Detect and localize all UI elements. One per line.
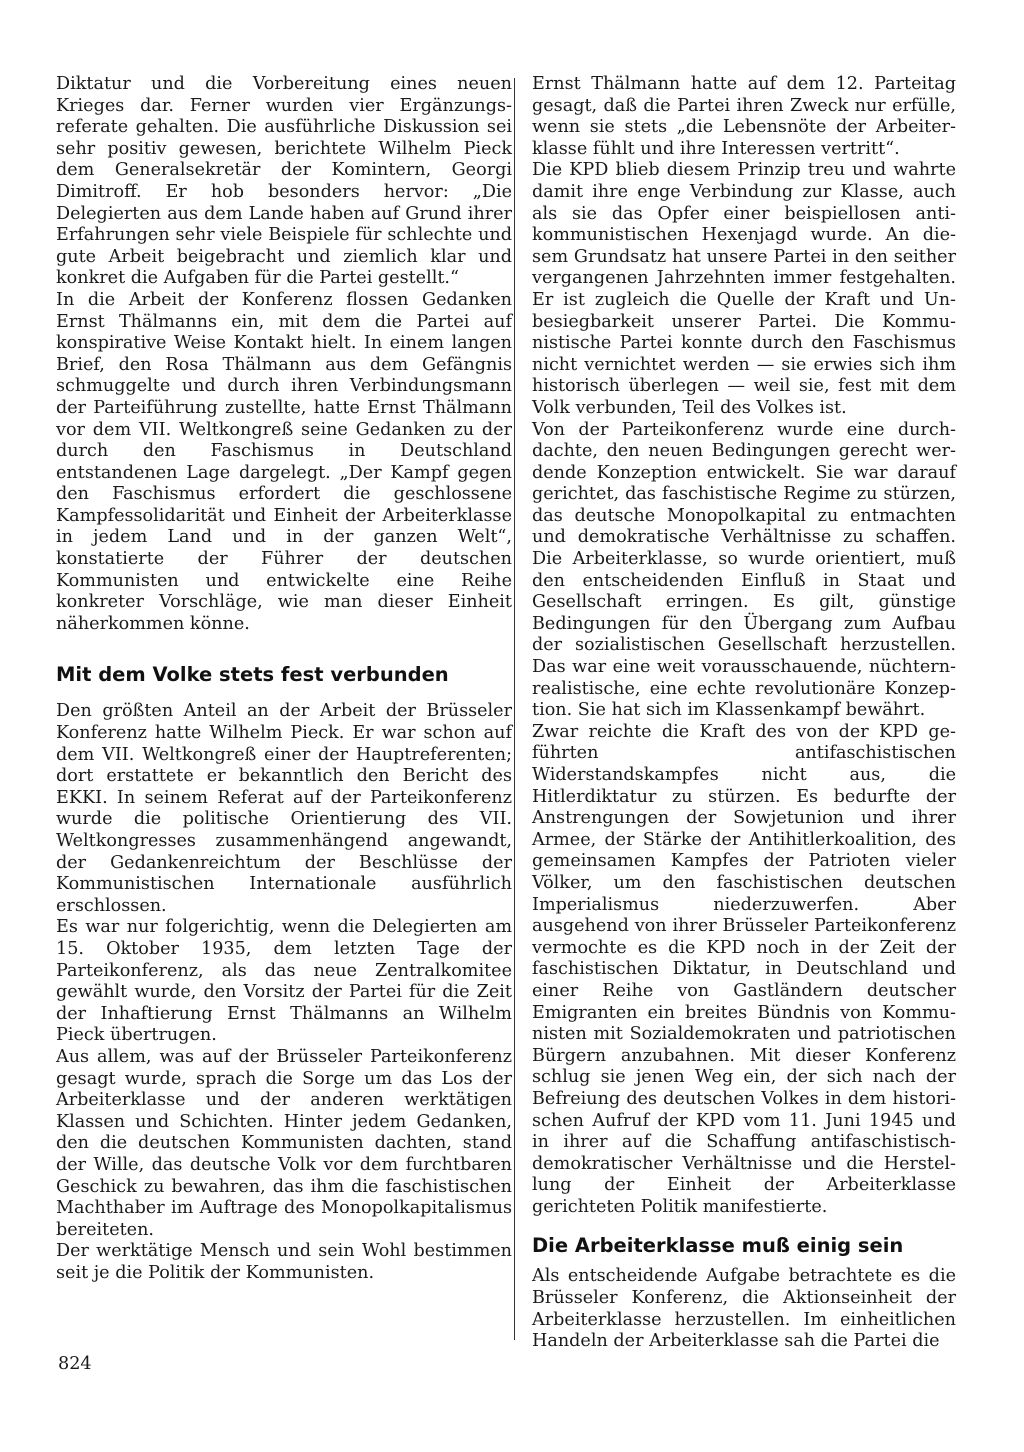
right-paragraph-4: Zwar reichte die Kraft des von der KPD geführten antifaschistischen Widerstandskampfes nicht aus, die Hitlerdiktatur zu stürzen. Es bedurfte der Anstrengungen der Sowjetunion und ihrer Armee, der Stärke der Antihitlerkoalition, des gemeinsamen Kampfes der Patrioten vieler Völker, um den faschistischen deutschen Imperialismus niederzuwerfen. Aber ausgehend von ihrer Brüsseler Parteikonferenz vermochte es die KPD noch in der Zeit der faschistischen Diktatur, in Deutschland und einer Reihe von Gastländern deutscher Emigranten ein breites Bündnis von Kommunisten mit Sozialdemokraten und patriotischen Bürgern anzubahnen. Mit dieser Konferenz schlug sie jenen Weg ein, der sich nach der Befreiung des deutschen Volkes in dem historischen Aufruf der KPD vom 11. Juni 1945 und in ihrer auf die Schaffung antifaschistischdemokratischer Verhältnisse und die Herstellung der Einheit der Arbeiterklasse gerichteten Politik manifestierte.: [532, 721, 956, 1217]
left-column: [56, 74, 512, 1284]
section-heading-volke: Mit dem Volke stets fest verbunden: [56, 663, 449, 687]
right-paragraph-1: Ernst Thälmann hatte auf dem 12. Parteitag gesagt, daß die Partei ihren Zweck nur erfülle, wenn sie stets „die Lebensnöte der Arbeiterklasse fühlt und ihre Interessen vertritt“.: [532, 74, 956, 159]
page-number: 824: [58, 1354, 92, 1374]
right-column: [532, 74, 956, 1353]
column-divider: [514, 78, 515, 1340]
left-paragraph-5: Aus allem, was auf der Brüsseler Parteikonferenz gesagt wurde, sprach die Sorge um das Los der Arbeiterklasse und der anderen werktätigen Klassen und Schichten. Hinter jedem Gedanken, den die deutschen Kommunisten dachten, stand der Wille, das deutsche Volk vor dem furchtbaren Geschick zu bewahren, das ihm die faschistischen Machthaber im Auftrage des Monopolkapitalismus bereiteten.: [56, 1046, 512, 1240]
left-paragraph-3: Den größten Anteil an der Arbeit der Brüsseler Konferenz hatte Wilhelm Pieck. Er war schon auf dem VII. Weltkongreß einer der Hauptreferenten; dort erstattete er bekanntlich den Bericht des EKKI. In seinem Referat auf der Parteikonferenz wurde die politische Orientierung des VII. Weltkongresses zusammenhängend angewandt, der Gedankenreichtum der Beschlüsse der Kommunistischen Internationale ausführlich erschlossen.: [56, 701, 512, 916]
right-paragraph-3: Von der Parteikonferenz wurde eine durchdachte, den neuen Bedingungen gerecht werdende Konzeption entwickelt. Sie war darauf gerichtet, das faschistische Regime zu stürzen, das deutsche Monopolkapital zu entmachten und demokratische Verhältnisse zu schaffen. Die Arbeiterklasse, so wurde orientiert, muß den entscheidenden Einfluß in Staat und Gesellschaft erringen. Es gilt, günstige Bedingungen für den Übergang zum Aufbau der sozialistischen Gesellschaft herzustellen. Das war eine weit vorausschauende, nüchternrealistische, eine echte revolutionäre Konzeption. Sie hat sich im Klassenkampf bewährt.: [532, 419, 956, 721]
left-paragraph-2: In die Arbeit der Konferenz flossen Gedanken Ernst Thälmanns ein, mit dem die Partei auf konspirative Weise Kontakt hielt. In einem langen Brief, den Rosa Thälmann aus dem Gefängnis schmuggelte und durch ihren Verbindungsmann der Parteiführung zustellte, hatte Ernst Thälmann vor dem VII. Weltkongreß seine Gedanken zu der durch den Faschismus in Deutschland entstandenen Lage dargelegt. „Der Kampf gegen den Faschismus erfordert die geschlossene Kampfessolidarität und Einheit der Arbeiterklasse in jedem Land und in der ganzen Welt“, konstatierte der Führer der deutschen Kommunisten und entwickelte eine Reihe konkreter Vorschläge, wie man dieser Einheit näherkommen könne.: [56, 289, 512, 634]
section-heading-arbeiterklasse: Die Arbeiterklasse muß einig sein: [532, 1234, 904, 1258]
right-paragraph-5: Als entscheidende Aufgabe betrachtete es die Brüsseler Konferenz, die Aktionseinheit der Arbeiterklasse herzustellen. Im einheitlichen Handeln der Arbeiterklasse sah die Partei die: [532, 1266, 956, 1352]
left-paragraph-6: Der werktätige Mensch und sein Wohl bestimmen seit je die Politik der Kommunisten.: [56, 1241, 512, 1283]
left-paragraph-4: Es war nur folgerichtig, wenn die Delegierten am 15. Oktober 1935, dem letzten Tage der Parteikonferenz, als das neue Zentralkomitee gewählt wurde, den Vorsitz der Partei für die Zeit der Inhaftierung Ernst Thälmanns an Wilhelm Pieck übertrugen.: [56, 917, 512, 1046]
left-paragraph-1: Diktatur und die Vorbereitung eines neuen Krieges dar. Ferner wurden vier Ergänzungsreferate gehalten. Die ausführliche Diskussion sei sehr positiv gewesen, berichtete Wilhelm Pieck dem Generalsekretär der Komintern, Georgi Dimitroff. Er hob besonders hervor: „Die Delegierten aus dem Lande haben auf Grund ihrer Erfahrungen sehr viele Beispiele für schlechte und gute Arbeit beigebracht und ziemlich klar und konkret die Aufgaben für die Partei gestellt.“: [56, 74, 512, 289]
right-paragraph-2: Die KPD blieb diesem Prinzip treu und wahrte damit ihre enge Verbindung zur Klasse, auch als sie das Opfer einer beispiellosen antikommunistischen Hexenjagd wurde. An diesem Grundsatz hat unsere Partei in den seither vergangenen Jahrzehnten immer festgehalten. Er ist zugleich die Quelle der Kraft und Unbesiegbarkeit unserer Partei. Die Kommunistische Partei konnte durch den Faschismus nicht vernichtet werden — sie erwies sich ihm historisch überlegen — weil sie, fest mit dem Volk verbunden, Teil des Volkes ist.: [532, 160, 956, 418]
